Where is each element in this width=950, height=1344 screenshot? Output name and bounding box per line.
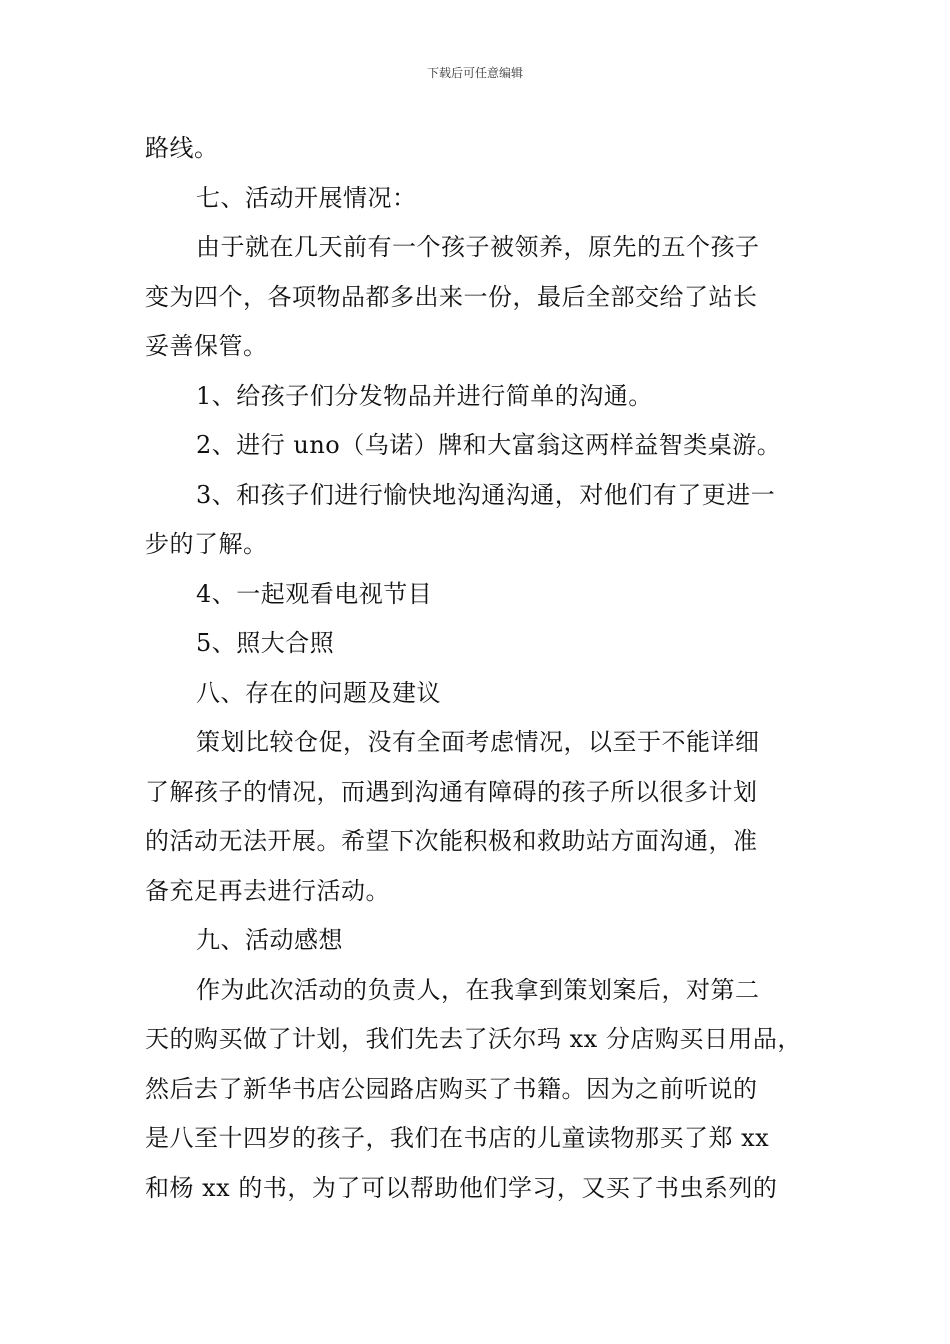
text-line: 变为四个，各项物品都多出来一份，最后全部交给了站长 bbox=[145, 282, 758, 311]
text-line: 由于就在几天前有一个孩子被领养，原先的五个孩子 bbox=[196, 233, 760, 261]
text-line: 备充足再去进行活动。 bbox=[145, 876, 390, 905]
text-line: 天的购买做了计划，我们先去了沃尔玛 xx 分店购买日用品， bbox=[145, 1025, 802, 1053]
page-header-note: 下载后可任意编辑 bbox=[426, 66, 523, 80]
list-item: 4、一起观看电视节目 bbox=[196, 579, 433, 608]
text-line: 路线。 bbox=[145, 134, 219, 162]
list-item: 2、进行 uno（乌诺）牌和大富翁这两样益智类桌游。 bbox=[196, 431, 782, 459]
text-line: 妥善保管。 bbox=[145, 332, 268, 360]
text-line: 了解孩子的情况，而遇到沟通有障碍的孩子所以很多计划 bbox=[145, 777, 758, 806]
document-body bbox=[145, 124, 810, 1213]
section-heading: 八、存在的问题及建议 bbox=[196, 678, 441, 707]
text-line: 步的了解。 bbox=[145, 530, 268, 558]
text-line: 是八至十四岁的孩子，我们在书店的儿童读物那买了郑 xx bbox=[145, 1124, 770, 1152]
list-item: 3、和孩子们进行愉快地沟通沟通，对他们有了更进一 bbox=[196, 480, 776, 509]
list-item: 1、给孩子们分发物品并进行简单的沟通。 bbox=[196, 381, 653, 410]
list-item: 5、照大合照 bbox=[196, 629, 335, 657]
section-heading: 九、活动感想 bbox=[196, 926, 343, 954]
text-line: 的活动无法开展。希望下次能积极和救助站方面沟通，准 bbox=[145, 827, 758, 855]
text-line: 然后去了新华书店公园路店购买了书籍。因为之前听说的 bbox=[145, 1074, 758, 1103]
section-heading: 七、活动开展情况： bbox=[196, 183, 417, 212]
text-line: 作为此次活动的负责人，在我拿到策划案后，对第二 bbox=[196, 975, 760, 1004]
text-line: 策划比较仓促，没有全面考虑情况，以至于不能详细 bbox=[196, 728, 760, 756]
text-line: 和杨 xx 的书，为了可以帮助他们学习，又买了书虫系列的 bbox=[145, 1173, 778, 1202]
